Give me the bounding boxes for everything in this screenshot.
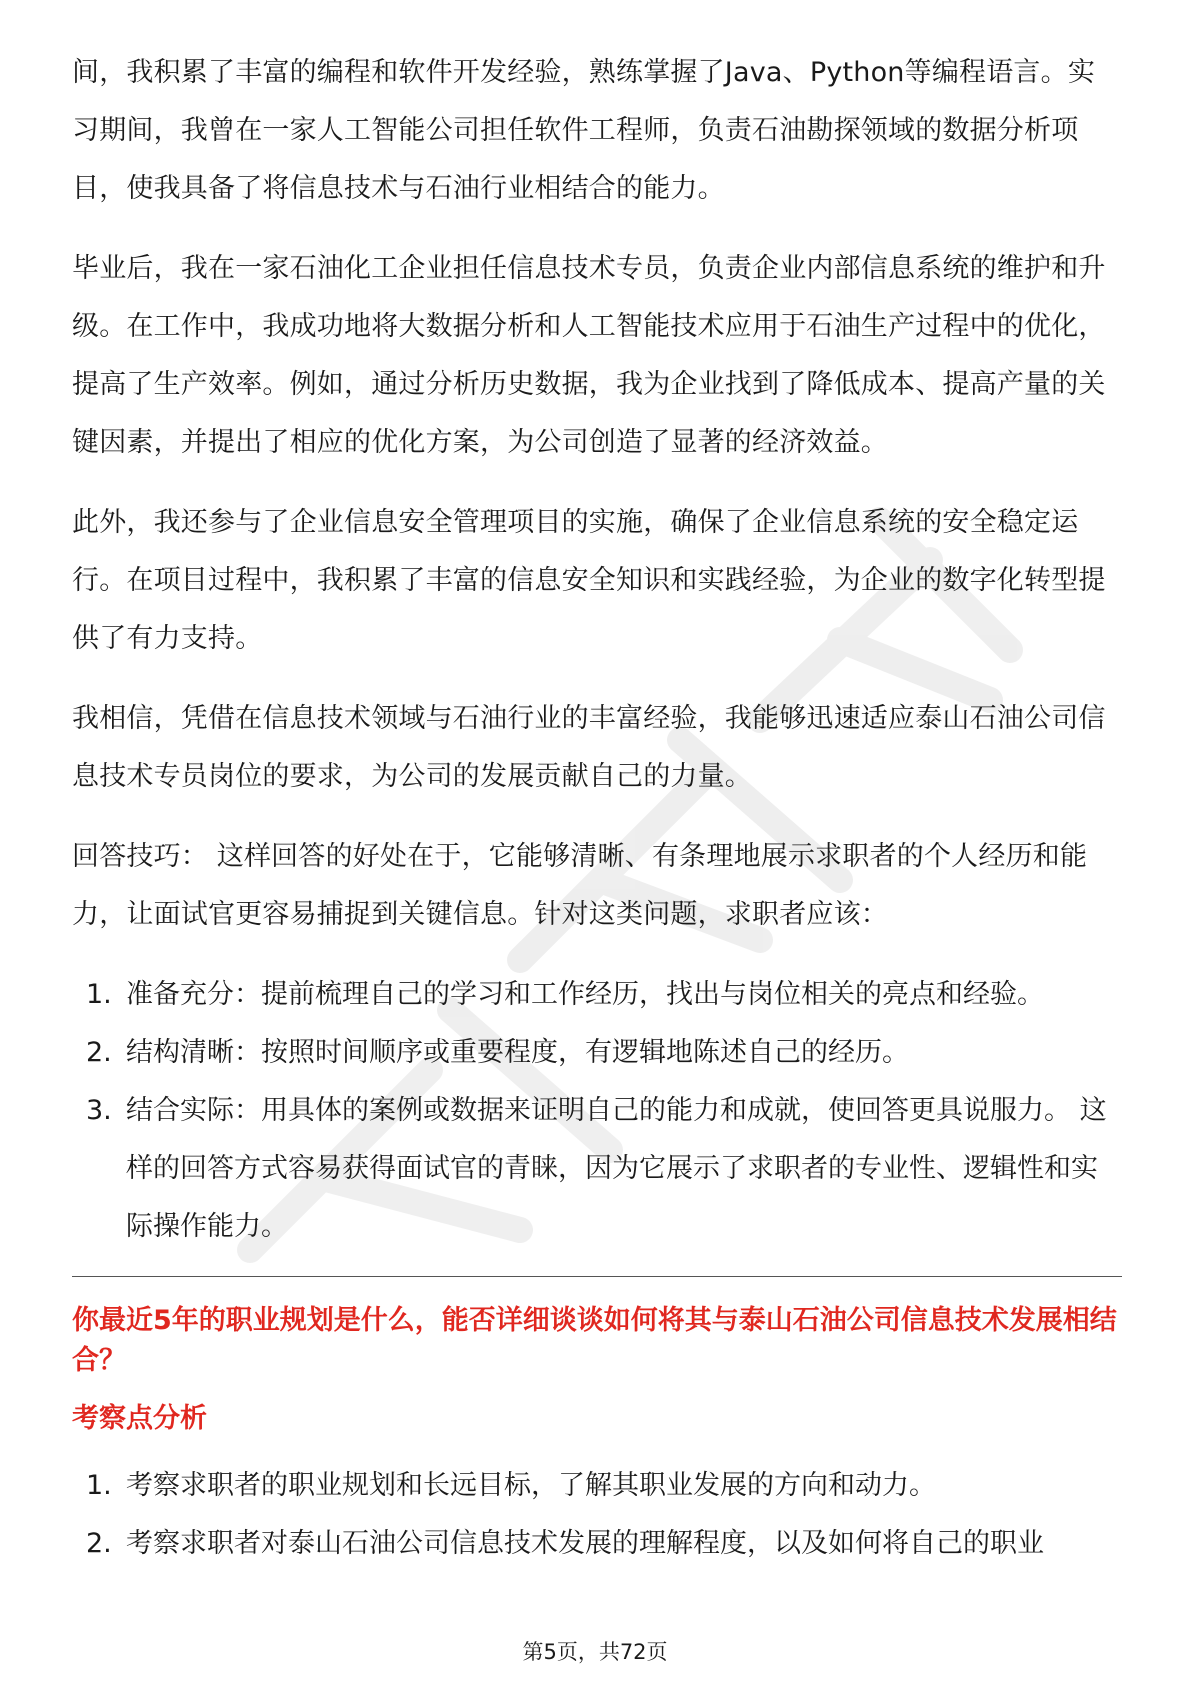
list-item-text: 考察求职者的职业规划和长远目标，了解其职业发展的方向和动力。 [126,1470,936,1501]
analysis-list [72,1457,1122,1573]
analysis-heading: 考察点分析 [72,1403,207,1434]
list-number: 3. [86,1095,112,1126]
list-item-text: 考察求职者对泰山石油公司信息技术发展的理解程度，以及如何将自己的职业 [126,1528,1044,1559]
list-item [72,1024,1122,1082]
tips-list [72,966,1122,1256]
list-item-text: 准备充分：提前梳理自己的学习和工作经历，找出与岗位相关的亮点和经验。 [126,979,1044,1010]
list-number: 1. [86,979,112,1010]
list-item [72,966,1122,1024]
list-item [72,1457,1122,1515]
paragraph-answer-tips: 回答技巧： 这样回答的好处在于，它能够清晰、有条理地展示求职者的个人经历和能力，让面试官更容易捕捉到关键信息。针对这类问题，求职者应该： [72,841,1088,930]
list-item [72,1082,1122,1256]
paragraph-internship: 间，我积累了丰富的编程和软件开发经验，熟练掌握了Java、Python等编程语言。实习期间，我曾在一家人工智能公司担任软件工程师，负责石油勘探领域的数据分析项目，使我具备了将信息技术与石油行业相结合的能力。 [72,57,1096,204]
list-item-text: 结构清晰：按照时间顺序或重要程度，有逻辑地陈述自己的经历。 [126,1037,909,1068]
list-item [72,1515,1122,1573]
paragraph-conclusion: 我相信，凭借在信息技术领域与石油行业的丰富经验，我能够迅速适应泰山石油公司信息技术专员岗位的要求，为公司的发展贡献自己的力量。 [72,703,1106,792]
page-footer: 第5页，共72页 [522,1640,668,1664]
paragraph-work-experience: 毕业后，我在一家石油化工企业担任信息技术专员，负责企业内部信息系统的维护和升级。在工作中，我成功地将大数据分析和人工智能技术应用于石油生产过程中的优化，提高了生产效率。例如，通过分析历史数据，我为企业找到了降低成本、提高产量的关键因素，并提出了相应的优化方案，为公司创造了显著的经济效益。 [72,253,1106,458]
list-item-text: 结合实际：用具体的案例或数据来证明自己的能力和成就，使回答更具说服力。 这样的回答方式容易获得面试官的青睐，因为它展示了求职者的专业性、逻辑性和实际操作能力。 [126,1095,1107,1242]
paragraph-security-project: 此外，我还参与了企业信息安全管理项目的实施，确保了企业信息系统的安全稳定运行。在项目过程中，我积累了丰富的信息安全知识和实践经验，为企业的数字化转型提供了有力支持。 [72,507,1106,654]
list-number: 2. [86,1528,112,1559]
main-content [72,44,1122,1573]
list-number: 2. [86,1037,112,1068]
section-divider [72,1276,1122,1277]
list-number: 1. [86,1470,112,1501]
interview-question: 你最近5年的职业规划是什么，能否详细谈谈如何将其与泰山石油公司信息技术发展相结合？ [72,1305,1117,1376]
